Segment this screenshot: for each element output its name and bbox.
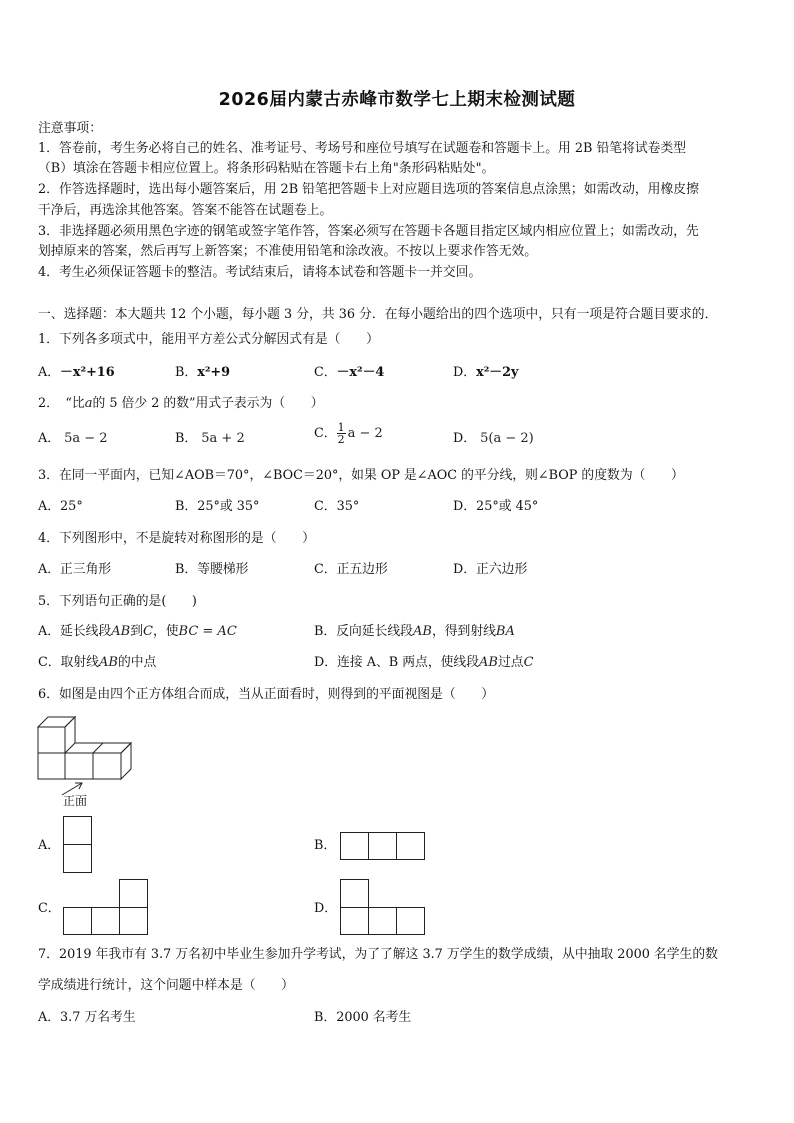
notice-line: （B）填涂在答题卡相应位置上。将条形码粘贴在答题卡右上角"条形码粘贴处"。 (38, 161, 495, 176)
option-math: BC = AC (178, 624, 237, 639)
question-7-stem: 7．2019 年我市有 3.7 万名初中毕业生参加升学考试，为了了解这 3.7 万学生的数学成绩，从中抽取 2000 名学生的数 (38, 947, 718, 962)
option-label: C． (314, 426, 337, 441)
question-1-stem: 1．下列各多项式中，能用平方差公式分解因式有是（ ） (38, 332, 379, 347)
cube-front-face (38, 753, 65, 779)
notice-line: 3．非选择题必须用黑色字迹的钢笔或签字笔作答，答案必须写在答题卡各题目指定区域内相应位置上；如需改动，先 (38, 224, 699, 239)
option-math: 5a − 2 (64, 431, 108, 446)
cube-front-face (93, 753, 121, 779)
notice-line: 划掉原来的答案，然后再写上新答案；不准使用铅笔和涂改液。不按以上要求作答无效。 (38, 244, 538, 259)
option-text: B．反向延长线段 (314, 624, 413, 639)
q4-option-b: B．等腰梯形 (175, 562, 249, 577)
option-label: B． (175, 365, 198, 380)
q1-option-b (175, 364, 230, 382)
q6-option-b-figure (340, 832, 428, 862)
stem-text: 2． “比 (38, 396, 85, 411)
question-7-stem-cont: 学成绩进行统计，这个问题中样本是（ ） (38, 978, 294, 993)
q5-option-a (38, 623, 237, 641)
option-math: AB (479, 655, 498, 670)
option-math: x²+9 (197, 365, 231, 380)
option-math: C (523, 655, 534, 670)
question-5-stem: 5．下列语句正确的是( ) (38, 594, 197, 609)
notice-heading: 注意事项： (38, 121, 102, 136)
q1-option-d (453, 364, 518, 382)
q5-option-c (38, 654, 156, 672)
q6-option-a-label: A． (38, 838, 61, 853)
q4-option-a: A．正三角形 (38, 562, 112, 577)
q7-option-b: B．2000 名考生 (314, 1010, 412, 1025)
q4-option-d: D．正六边形 (453, 562, 528, 577)
option-text: ，使 (152, 624, 179, 639)
option-math: C (142, 624, 153, 639)
cube-front-face (38, 727, 65, 753)
cube-figure (38, 715, 138, 785)
option-label: C． (314, 365, 337, 380)
q6-option-d-label: D． (314, 901, 338, 916)
q6-option-b-label: B． (314, 838, 337, 853)
q7-option-a: A．3.7 万名考生 (38, 1010, 136, 1025)
cube-side-face (121, 743, 131, 779)
option-text: 过点 (497, 655, 524, 670)
cube-top-edge (103, 743, 131, 753)
question-6-stem: 6．如图是由四个正方体组合而成，当从正面看时，则得到的平面视图是（ ） (38, 687, 495, 702)
q6-option-c-label: C． (38, 901, 61, 916)
front-view-label: 正面 (63, 794, 88, 808)
notice-line: 2．作答选择题时，选出每小题答案后，用 2B 铅笔把答题卡上对应题目选项的答案信息点涂黑；如需改动，用橡皮擦 (38, 182, 699, 197)
option-label: D． (453, 365, 477, 380)
q3-option-c: C．35° (314, 499, 360, 514)
section-heading: 一、选择题：本大题共 12 个小题，每小题 3 分，共 36 分．在每小题给出的四个选项中，只有一项是符合题目要求的． (38, 307, 718, 322)
option-text: 的中点 (117, 655, 157, 670)
option-math: a − 2 (347, 426, 383, 441)
option-math: AB (412, 624, 432, 639)
option-text: ，得到射线 (431, 624, 496, 639)
option-math: －x²－4 (336, 365, 385, 380)
fraction (337, 422, 346, 445)
fraction-numerator: 1 (337, 421, 345, 434)
q2-option-a (38, 430, 108, 448)
q2-option-d (453, 430, 534, 448)
question-4-stem: 4．下列图形中，不是旋转对称图形的是（ ） (38, 531, 315, 546)
q3-option-b: B．25°或 35° (175, 499, 260, 514)
q2-option-c (314, 422, 383, 445)
notice-line: 干净后，再选涂其他答案。答案不能答在试题卷上。 (38, 203, 333, 218)
q4-option-c: C．正五边形 (314, 562, 388, 577)
cube-side-face (65, 717, 75, 753)
option-math: －x²+16 (60, 365, 115, 380)
option-text: 到 (130, 624, 143, 639)
option-label: A． (38, 431, 61, 446)
q1-option-a (38, 364, 115, 382)
stem-text: 的 5 倍少 2 的数”用式子表示为（ ） (92, 396, 324, 411)
option-math: AB (98, 655, 118, 670)
option-math: 5a + 2 (201, 431, 245, 446)
option-math: x²－2y (476, 365, 519, 380)
option-text: C．取射线 (38, 655, 99, 670)
cube-front-face (65, 753, 93, 779)
q5-option-b (314, 623, 515, 641)
q6-option-a-figure (63, 816, 93, 874)
option-label: B． (175, 431, 198, 446)
q6-option-d-figure (340, 879, 428, 937)
q2-option-b (175, 430, 245, 448)
option-text: A．延长线段 (38, 624, 112, 639)
page-title: 2026届内蒙古赤峰市数学七上期末检测试题 (218, 90, 576, 110)
q3-option-d: D．25°或 45° (453, 499, 539, 514)
q6-option-c-figure (63, 879, 151, 937)
cube-top-edge (75, 743, 103, 753)
fraction-denominator: 2 (337, 433, 345, 446)
option-math: BA (495, 624, 515, 639)
q3-option-a: A．25° (38, 499, 83, 514)
option-math: 5(a − 2) (480, 431, 534, 446)
q1-option-c (314, 364, 384, 382)
question-2-stem (38, 395, 324, 413)
option-math: AB (111, 624, 131, 639)
option-label: A． (38, 365, 61, 380)
stem-variable: a (84, 396, 93, 411)
question-3-stem: 3．在同一平面内，已知∠AOB＝70°，∠BOC＝20°，如果 OP 是∠AOC 的平分线，则∠BOP 的度数为（ ） (38, 468, 684, 483)
notice-line: 4．考生必须保证答题卡的整洁。考试结束后，请将本试卷和答题卡一并交回。 (38, 265, 482, 280)
option-text: D．连接 A、B 两点，使线段 (314, 655, 480, 670)
q5-option-d (314, 654, 534, 672)
notice-line: 1．答卷前，考生务必将自己的姓名、准考证号、考场号和座位号填写在试题卷和答题卡上。用 2B 铅笔将试卷类型 (38, 141, 687, 156)
option-label: D． (453, 431, 477, 446)
